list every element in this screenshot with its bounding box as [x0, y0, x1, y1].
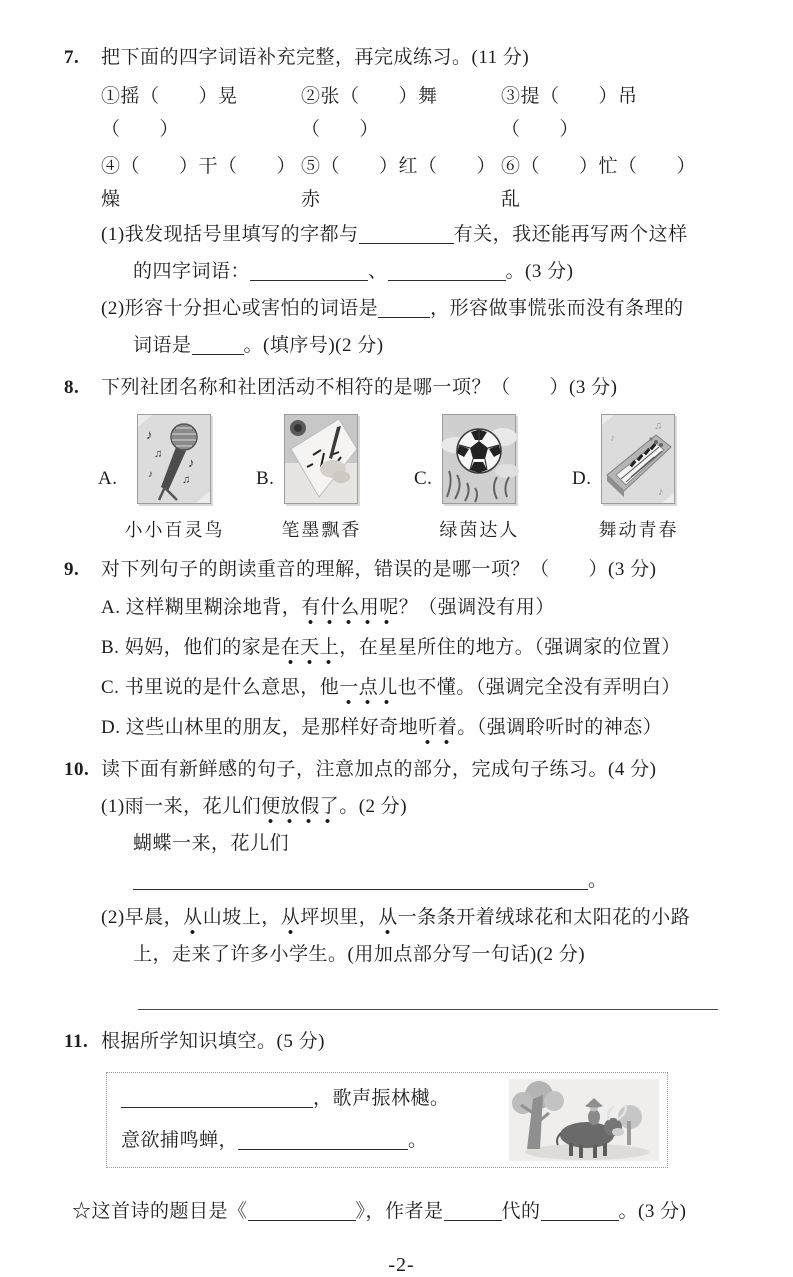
option-letter: B.: [256, 467, 275, 489]
text: ？（强调没有用）: [398, 597, 555, 618]
svg-text:♫: ♫: [154, 448, 164, 460]
sub-question-7-1: [101, 216, 739, 290]
idiom-item-6[interactable]: ⑥（ ）忙（ ）乱: [501, 156, 697, 210]
emphasized-text: 便放假了: [261, 796, 339, 824]
question-11: [64, 1024, 739, 1230]
question-8-options: [98, 414, 739, 542]
emphasized-text: 听着: [418, 717, 457, 745]
sub-question-10-2-line2: [133, 936, 739, 973]
idiom-item-5[interactable]: ⑤（ ）红（ ）赤: [301, 156, 497, 210]
text: 。（强调聆听时的神态）: [457, 717, 663, 738]
star-sub-question: [72, 1194, 739, 1230]
svg-text:♪: ♪: [146, 427, 154, 442]
answer-blank[interactable]: [388, 261, 506, 281]
text: 这些山林里的朋友，是那样好奇地: [125, 717, 419, 738]
text: 这样糊里糊涂地背，: [125, 597, 302, 618]
question-7: [64, 40, 739, 364]
answer-blank[interactable]: [250, 261, 368, 281]
option-letter: B.: [101, 637, 120, 658]
keyboard-icon: [601, 414, 675, 510]
svg-text:♪: ♪: [610, 433, 616, 444]
text: 意欲捕鸣蝉，: [121, 1130, 239, 1151]
question-9-number: 9.: [64, 559, 80, 580]
option-d-caption: 舞动青春: [598, 520, 679, 540]
sub-question-7-2-line1: [101, 290, 739, 327]
option-b-caption: 笔墨飘香: [281, 520, 362, 540]
question-8-number: 8.: [64, 377, 80, 398]
sub-question-10-1-answer: [133, 825, 739, 899]
text: 我发现括号里填写的字都与: [124, 224, 359, 245]
text: ，歌声振林樾。: [313, 1088, 450, 1109]
option-b[interactable]: [101, 628, 739, 668]
question-10: [64, 752, 739, 1010]
text: 。(3 分): [618, 1201, 687, 1222]
option-a[interactable]: [101, 588, 739, 628]
question-7-number: 7.: [64, 47, 80, 68]
svg-text:♫: ♫: [182, 474, 192, 486]
text: 。(3 分): [505, 261, 574, 282]
idiom-item-3[interactable]: ③提（ ）吊（ ）: [501, 86, 638, 140]
answer-blank[interactable]: [121, 1088, 313, 1108]
option-letter: C.: [414, 467, 433, 489]
soccer-ball-icon: [442, 414, 516, 510]
option-a[interactable]: [98, 414, 256, 542]
poem-line-1: [121, 1078, 509, 1120]
microphone-icon: [137, 414, 211, 510]
text: 书里说的是什么意思，他: [124, 677, 340, 698]
answer-blank[interactable]: [133, 870, 588, 890]
text: 。(2 分): [339, 796, 408, 817]
sub-question-10-2: [101, 899, 739, 973]
text: 雨一来，花儿们: [124, 796, 262, 817]
option-b[interactable]: [256, 414, 414, 542]
idiom-item-4[interactable]: ④（ ）干（ ）燥: [101, 156, 297, 210]
sub-question-7-2-line2: [133, 327, 739, 364]
text: 坪坝里，: [300, 907, 379, 928]
poem-lines: [121, 1078, 509, 1162]
svg-text:♪: ♪: [188, 455, 196, 470]
answer-writing-line[interactable]: [138, 993, 718, 1010]
text: 代的: [501, 1201, 541, 1222]
option-a-figure: [124, 414, 224, 542]
sub-question-10-2-line1: [101, 899, 739, 936]
emphasized-text: 从: [183, 907, 203, 935]
question-8: [64, 370, 739, 542]
text: 形容十分担心或害怕的词语是: [124, 298, 379, 319]
option-letter: C.: [101, 677, 120, 698]
idiom-item-2[interactable]: ②张（ ）舞（ ）: [301, 86, 438, 140]
svg-text:♪: ♪: [148, 469, 154, 480]
question-9-title: 对下列句子的朗读重音的理解，错误的是哪一项？（ ）(3 分): [101, 559, 657, 580]
sub-marker: (1): [101, 796, 125, 817]
option-c-figure: [439, 414, 519, 542]
idiom-item-1[interactable]: ①摇（ ）晃（ ）: [101, 86, 238, 140]
text: 山坡上，: [202, 907, 281, 928]
text: ☆这首诗的题目是《: [72, 1201, 248, 1222]
calligraphy-icon: [284, 414, 358, 510]
option-a-caption: 小小百灵鸟: [124, 520, 225, 540]
option-letter: D.: [572, 467, 592, 489]
svg-text:♪: ♪: [658, 486, 665, 498]
page-number: -2-: [388, 1254, 415, 1276]
sub-marker: (2): [101, 298, 125, 319]
option-c[interactable]: [101, 668, 739, 708]
emphasized-text: 从: [378, 907, 398, 935]
answer-blank[interactable]: [359, 224, 454, 244]
emphasized-text: 有什么用呢: [301, 597, 399, 625]
option-d[interactable]: [101, 708, 739, 748]
text: ，在星星所住的地方。（强调家的位置）: [339, 637, 681, 658]
option-c-caption: 绿茵达人: [439, 520, 520, 540]
text: 、: [368, 261, 388, 282]
sub-marker: (1): [101, 224, 125, 245]
option-c[interactable]: [414, 414, 572, 542]
sub-question-7-1-line1: [101, 216, 739, 253]
answer-blank[interactable]: [378, 298, 430, 318]
text: ，形容做事慌张而没有条理的: [430, 298, 684, 319]
sub-question-10-1-sentence: [101, 788, 739, 825]
poem-line-2: [121, 1120, 509, 1162]
emphasized-text: 在天上: [281, 637, 340, 665]
option-d[interactable]: [572, 414, 730, 542]
cowherd-buffalo-illustration: [509, 1079, 659, 1161]
answer-blank[interactable]: [192, 335, 244, 355]
emphasized-text: 一点儿: [339, 677, 398, 705]
question-9: [64, 552, 739, 748]
text: 早晨，: [124, 907, 184, 928]
text: 。(填序号)(2 分): [243, 335, 384, 356]
text: 。: [588, 870, 608, 891]
text: 词语是: [133, 335, 192, 356]
answer-blank[interactable]: [541, 1201, 619, 1221]
sub-question-7-2: [101, 290, 739, 364]
question-8-title: 下列社团名称和社团活动不相符的是哪一项？（ ）(3 分): [101, 377, 618, 398]
idiom-row-2: [101, 150, 701, 216]
option-letter: A.: [98, 467, 118, 489]
idiom-row-1: [101, 80, 701, 146]
poem-fill-box: [106, 1072, 668, 1168]
text: 蝴蝶一来，花儿们: [133, 833, 290, 854]
option-b-figure: [281, 414, 361, 542]
sub-question-7-1-line2: [133, 253, 739, 290]
sub-question-10-1: [101, 788, 739, 899]
sub-marker: (2): [101, 907, 125, 928]
answer-blank[interactable]: [248, 1201, 356, 1221]
option-d-figure: [598, 414, 678, 542]
text: 一条条开着绒球花和太阳花的小路: [397, 907, 691, 928]
text: 也不懂。（强调完全没有弄明白）: [397, 677, 681, 698]
text: 有关，我还能再写两个这样: [453, 224, 688, 245]
answer-blank[interactable]: [444, 1201, 502, 1221]
question-7-title: 把下面的四字词语补充完整，再完成练习。(11 分): [101, 47, 530, 68]
question-11-number: 11.: [64, 1031, 89, 1052]
option-letter: D.: [101, 717, 121, 738]
text: 妈妈，他们的家是: [124, 637, 281, 658]
emphasized-text: 从: [281, 907, 301, 935]
text: 》，作者是: [355, 1201, 444, 1222]
option-letter: A.: [101, 597, 121, 618]
svg-text:♫: ♫: [654, 420, 664, 432]
answer-blank[interactable]: [238, 1130, 408, 1150]
question-10-title: 读下面有新鲜感的句子，注意加点的部分，完成句子练习。(4 分): [101, 759, 657, 780]
question-11-title: 根据所学知识填空。(5 分): [101, 1031, 325, 1052]
text: 上，走来了许多小学生。(用加点部分写一句话)(2 分): [133, 944, 586, 965]
text: 的四字词语：: [133, 261, 251, 282]
text: 。: [408, 1130, 428, 1151]
question-10-number: 10.: [64, 759, 90, 780]
